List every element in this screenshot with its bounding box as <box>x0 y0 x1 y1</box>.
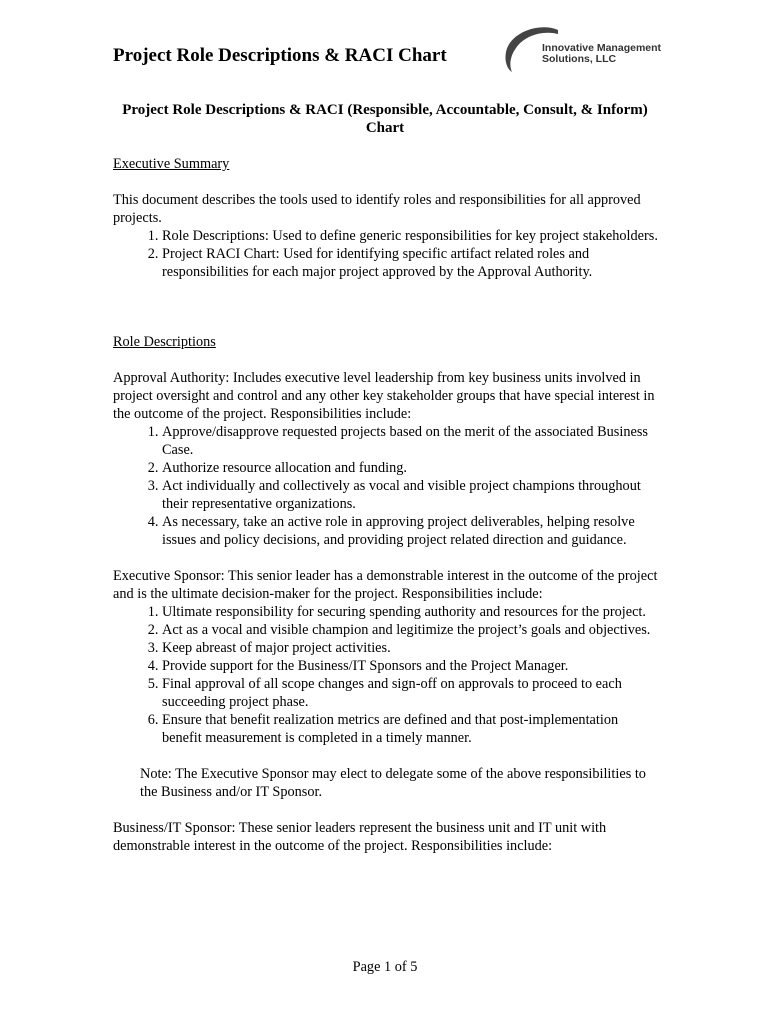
executive-summary-heading: Executive Summary <box>113 156 230 172</box>
logo-text <box>542 43 661 65</box>
executive-sponsor-list <box>113 603 658 747</box>
business-it-sponsor-intro: Business/IT Sponsor: These senior leaders represent the business unit and IT unit with demonstrable interest in the outcome of the project. Responsibilities include: <box>113 820 607 854</box>
document-title-line-2: Chart <box>365 120 405 136</box>
list-item: 1. Role Descriptions: Used to define generic responsibilities for key project stakeholders. <box>162 227 658 245</box>
list-item: 6. Ensure that benefit realization metrics are defined and that post-implementation benefit measurement is completed in a timely manner. <box>162 711 658 747</box>
list-item: 2. Act as a vocal and visible champion and legitimize the project’s goals and objectives. <box>162 621 658 639</box>
list-item: 1. Approve/disapprove requested projects based on the merit of the associated Business Case. <box>162 423 658 459</box>
role-descriptions-section <box>113 333 658 855</box>
company-logo <box>500 24 670 76</box>
list-item: 4. Provide support for the Business/IT Sponsors and the Project Manager. <box>162 657 658 675</box>
list-item: 5. Final approval of all scope changes and sign-off on approvals to proceed to each succeeding project phase. <box>162 675 658 711</box>
logo-line-1: Innovative Management <box>542 42 662 54</box>
document-title <box>113 101 657 137</box>
executive-sponsor-note: Note: The Executive Sponsor may elect to delegate some of the above responsibilities to the Business and/or IT Sponsor. <box>140 766 646 800</box>
header-title: Project Role Descriptions & RACI Chart <box>113 45 447 66</box>
approval-authority-list <box>113 423 658 549</box>
role-descriptions-heading: Role Descriptions <box>113 334 216 350</box>
document-title-line-1: Project Role Descriptions & RACI (Responsible, Accountable, Consult, & Inform) <box>122 102 648 118</box>
list-item: 4. As necessary, take an active role in approving project deliverables, helping resolve issues and policy decisions, and providing project related direction and guidance. <box>162 513 658 549</box>
executive-summary-list <box>113 227 658 281</box>
list-item: 3. Act individually and collectively as vocal and visible project champions throughout their representative organizations. <box>162 477 658 513</box>
list-item: 2. Authorize resource allocation and funding. <box>162 459 658 477</box>
list-item: 1. Ultimate responsibility for securing spending authority and resources for the project. <box>162 603 658 621</box>
logo-line-2: Solutions, LLC <box>542 53 617 65</box>
executive-sponsor-intro: Executive Sponsor: This senior leader has a demonstrable interest in the outcome of the project and is the ultimate decision-maker for the project. Responsibilities include: <box>113 568 658 602</box>
list-item: 3. Keep abreast of major project activities. <box>162 639 658 657</box>
approval-authority-intro: Approval Authority: Includes executive level leadership from key business units involved in project oversight and control and any other key stakeholder groups that have special interest in the outcome of the project. Responsibilities include: <box>113 370 655 422</box>
executive-summary-section <box>113 155 658 281</box>
executive-summary-intro: This document describes the tools used to identify roles and responsibilities for all approved projects. <box>113 192 641 226</box>
page-number: Page 1 of 5 <box>352 959 418 975</box>
list-item: 2. Project RACI Chart: Used for identifying specific artifact related roles and responsibilities for each major project approved by the Approval Authority. <box>162 245 658 281</box>
